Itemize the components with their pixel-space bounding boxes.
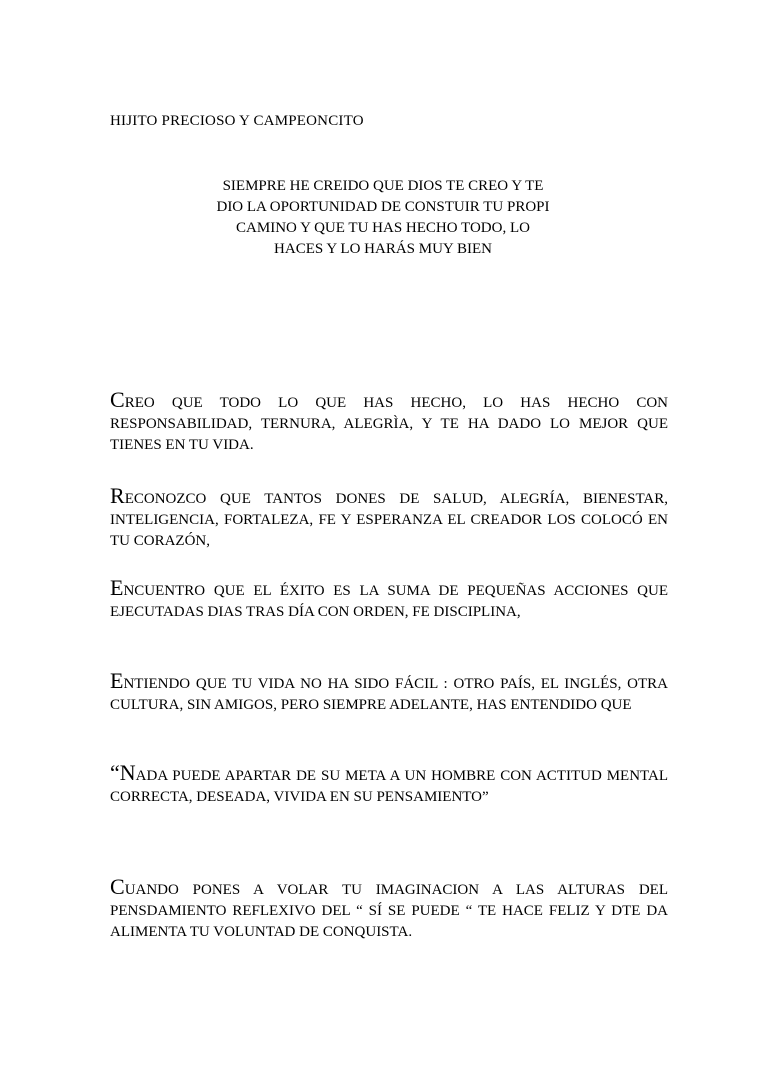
paragraph-2 bbox=[110, 485, 668, 552]
drop-cap: E bbox=[110, 668, 124, 693]
paragraph-5 bbox=[110, 762, 668, 808]
drop-cap: “N bbox=[110, 760, 136, 785]
drop-cap: C bbox=[110, 874, 125, 899]
paragraph-text: UANDO PONES A VOLAR TU IMAGINACION A LAS ALTURAS DEL PENSDAMIENTO REFLEXIVO DEL “ SÍ SE PUEDE “ TE HACE FELIZ Y DTE DA ALIMENTA TU VOLUNTAD DE CONQUISTA. bbox=[110, 882, 668, 940]
drop-cap: E bbox=[110, 575, 124, 600]
paragraph-3 bbox=[110, 577, 668, 623]
paragraph-text: REO QUE TODO LO QUE HAS HECHO, LO HAS HECHO CON RESPONSABILIDAD, TERNURA, ALEGRÌA, Y TE HA DADO LO MEJOR QUE TIENES EN TU VIDA. bbox=[110, 395, 668, 453]
paragraph-text: NTIENDO QUE TU VIDA NO HA SIDO FÁCIL : OTRO PAÍS, EL INGLÉS, OTRA CULTURA, SIN AMIGOS, PERO SIEMPRE ADELANTE, HAS ENTENDIDO QUE bbox=[110, 676, 668, 713]
paragraph-6 bbox=[110, 876, 668, 943]
paragraph-1 bbox=[110, 389, 668, 456]
drop-cap: C bbox=[110, 387, 125, 412]
paragraph-4 bbox=[110, 670, 668, 716]
paragraph-text: ECONOZCO QUE TANTOS DONES DE SALUD, ALEGRÍA, BIENESTAR, INTELIGENCIA, FORTALEZA, FE Y ESPERANZA EL CREADOR LOS COLOCÓ EN TU CORAZÓN, bbox=[110, 491, 668, 549]
paragraph-text: ADA PUEDE APARTAR DE SU META A UN HOMBRE CON ACTITUD MENTAL CORRECTA, DESEADA, VIVIDA EN SU PENSAMIENTO” bbox=[110, 768, 668, 805]
document-title: HIJITO PRECIOSO Y CAMPEONCITO bbox=[110, 113, 364, 129]
intro-paragraph: SIEMPRE HE CREIDO QUE DIOS TE CREO Y TE DIO LA OPORTUNIDAD DE CONSTUIR TU PROPI CAMINO Y QUE TU HAS HECHO TODO, LO HACES Y LO HARÁS MUY BIEN bbox=[216, 178, 550, 257]
paragraph-text: NCUENTRO QUE EL ÉXITO ES LA SUMA DE PEQUEÑAS ACCIONES QUE EJECUTADAS DIAS TRAS DÍA CON ORDEN, FE DISCIPLINA, bbox=[110, 583, 668, 620]
drop-cap: R bbox=[110, 483, 125, 508]
